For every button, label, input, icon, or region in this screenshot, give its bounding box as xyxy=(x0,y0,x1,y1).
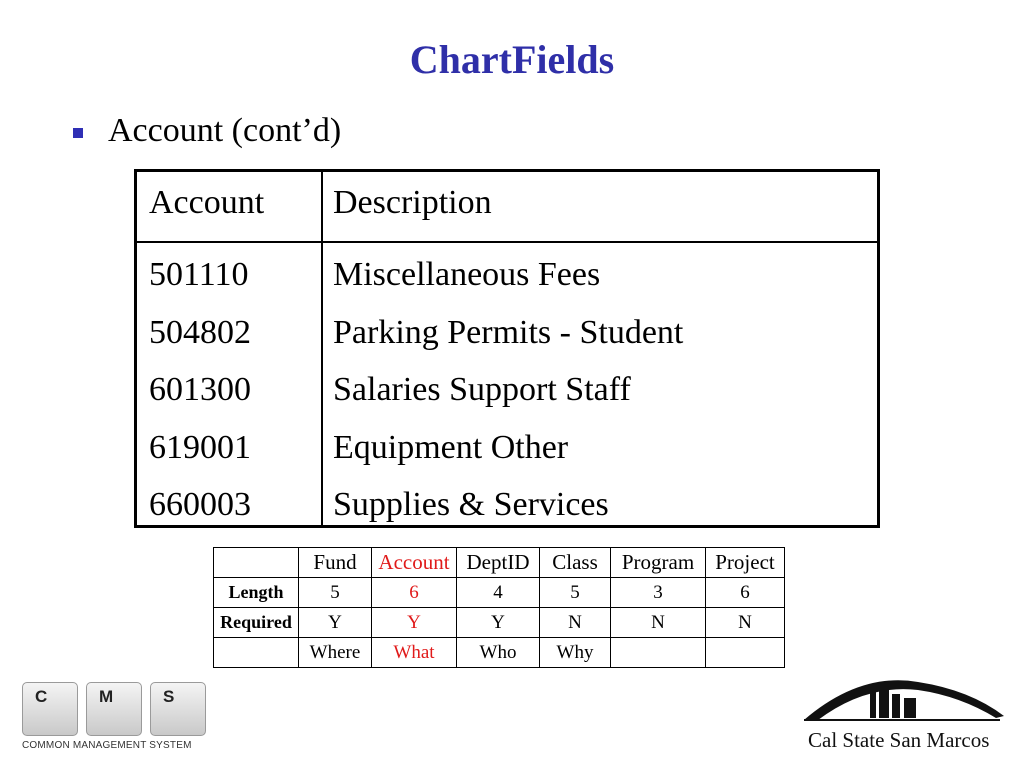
account-description: Parking Permits - Student xyxy=(333,313,684,351)
purpose-cell xyxy=(611,638,706,668)
col-account: Account xyxy=(372,548,457,578)
row-label-required: Required xyxy=(214,608,299,638)
keycap-s: S xyxy=(150,682,206,736)
col-project: Project xyxy=(706,548,785,578)
cms-logo xyxy=(22,682,212,754)
length-cell: 5 xyxy=(540,578,611,608)
table-row xyxy=(137,486,877,544)
keycap-c: C xyxy=(22,682,78,736)
required-cell: N xyxy=(540,608,611,638)
table-row xyxy=(137,371,877,429)
bullet-marker xyxy=(73,128,83,138)
table-divider xyxy=(137,241,877,243)
col-deptid: DeptID xyxy=(457,548,540,578)
length-cell: 3 xyxy=(611,578,706,608)
table-row xyxy=(137,314,877,372)
purpose-cell: Who xyxy=(457,638,540,668)
corner-cell xyxy=(214,548,299,578)
account-number: 601300 xyxy=(149,371,251,408)
required-cell: Y xyxy=(457,608,540,638)
purpose-row xyxy=(214,638,785,668)
required-cell: N xyxy=(611,608,706,638)
col-class: Class xyxy=(540,548,611,578)
required-cell: N xyxy=(706,608,785,638)
header-description: Description xyxy=(333,184,492,221)
account-number: 501110 xyxy=(149,256,249,293)
required-cell: Y xyxy=(372,608,457,638)
account-number: 660003 xyxy=(149,486,251,523)
cms-caption: COMMON MANAGEMENT SYSTEM xyxy=(22,740,192,751)
row-label-length: Length xyxy=(214,578,299,608)
purpose-cell: Where xyxy=(299,638,372,668)
csusm-wordmark: Cal State San Marcos xyxy=(808,728,990,752)
account-description: Miscellaneous Fees xyxy=(333,256,601,293)
bullet-text: Account (cont’d) xyxy=(108,112,342,149)
table-row xyxy=(137,429,877,487)
account-description: Supplies & Services xyxy=(333,486,609,523)
length-cell: 5 xyxy=(299,578,372,608)
length-cell: 4 xyxy=(457,578,540,608)
chartfield-header-row xyxy=(214,548,785,578)
length-cell: 6 xyxy=(706,578,785,608)
slide-title: ChartFields xyxy=(409,37,615,82)
length-row xyxy=(214,578,785,608)
purpose-cell: Why xyxy=(540,638,611,668)
required-row xyxy=(214,608,785,638)
purpose-cell: What xyxy=(372,638,457,668)
purpose-cell xyxy=(706,638,785,668)
row-label-empty xyxy=(214,638,299,668)
account-number: 619001 xyxy=(149,428,251,466)
account-number: 504802 xyxy=(149,313,251,351)
required-cell: Y xyxy=(299,608,372,638)
col-fund: Fund xyxy=(299,548,372,578)
keycap-m: M xyxy=(86,682,142,736)
account-table xyxy=(134,169,880,528)
account-description: Equipment Other xyxy=(333,428,569,466)
col-program: Program xyxy=(611,548,706,578)
account-description: Salaries Support Staff xyxy=(333,371,631,408)
length-cell: 6 xyxy=(372,578,457,608)
header-account: Account xyxy=(149,184,265,221)
chartfield-table xyxy=(213,547,785,668)
table-row xyxy=(137,256,877,314)
